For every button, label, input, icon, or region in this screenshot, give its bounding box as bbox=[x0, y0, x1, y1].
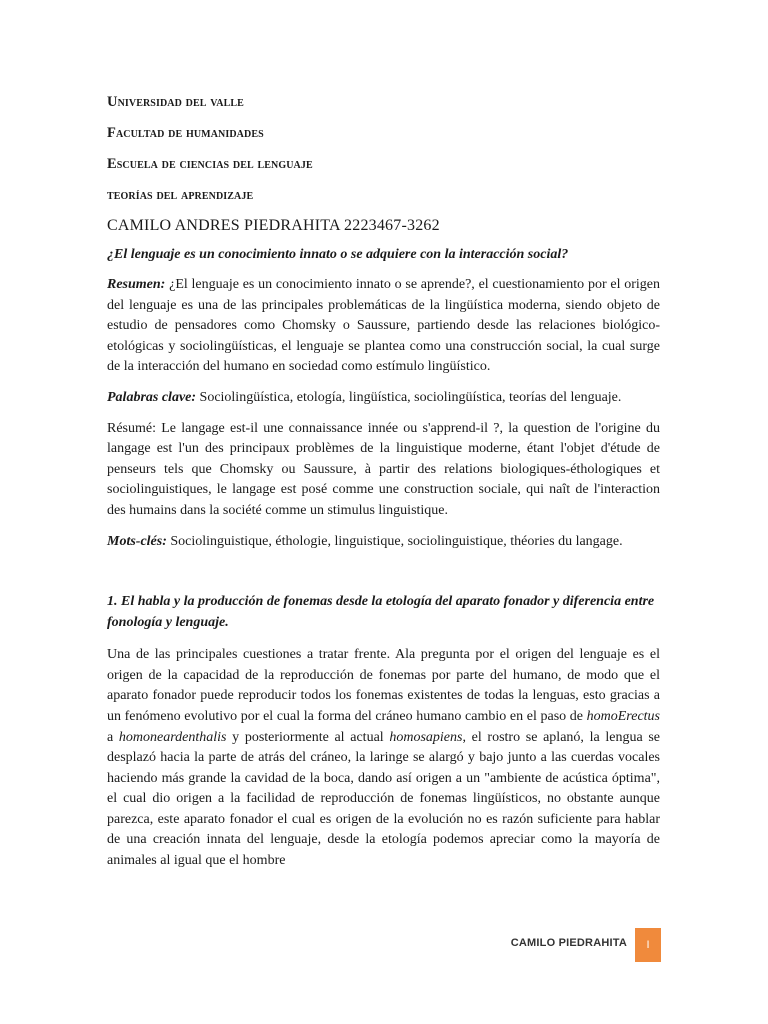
page-footer bbox=[0, 928, 768, 962]
document-body bbox=[107, 92, 660, 872]
faculty-name: Facultad de humanidades bbox=[107, 125, 264, 141]
section-1-text-part-1: Una de las principales cuestiones a tratar frente. Ala pregunta por el origen del lenguaje es el origen de la capacidad de la reproducción de fonemas por parte del humano, de modo que el aparato fonador puede reproducir todos los fonemas existentes de todas la lenguas, esto gracias a un fenómeno evolutivo por el cual la forma del cráneo humano cambio en el paso de bbox=[107, 647, 660, 724]
resume-fr-paragraph: Résumé: Le langage est-il une connaissance innée ou s'apprend-il ?, la question de l'origine du langage est l'un des principaux problèmes de la linguistique moderne, étant l'objet d'étude de penseurs tels que Chomsky ou Saussure, à partir des relations biologiques-éthologiques et sociolinguistiques, le langage est posé comme une construction sociale, qui naît de l'interaction des humains dans la société comme un stimulus linguistique. bbox=[107, 420, 660, 518]
palabras-clave-paragraph bbox=[107, 388, 660, 409]
term-homo-erectus: homoErectus bbox=[586, 708, 660, 724]
palabras-clave-label: Palabras clave: bbox=[107, 389, 197, 405]
university-name: Universidad del valle bbox=[107, 94, 244, 110]
section-1-text-part-2: a bbox=[107, 729, 119, 745]
section-1-paragraph bbox=[107, 645, 660, 872]
resumen-label: Resumen: bbox=[107, 277, 166, 292]
page-number-badge: I bbox=[635, 928, 661, 962]
author-line: CAMILO ANDRES PIEDRAHITA 2223467-3262 bbox=[107, 217, 440, 234]
mots-cles-paragraph bbox=[107, 532, 660, 553]
palabras-clave-text: Sociolingüística, etología, lingüística, sociolingüística, teorías del lenguaje. bbox=[196, 389, 622, 405]
term-homo-sapiens: homosapiens bbox=[389, 729, 463, 745]
footer-author-name: CAMILO PIEDRAHITA bbox=[510, 937, 627, 949]
term-homo-neardenthalis: homoneardenthalis bbox=[118, 729, 227, 745]
school-name: Escuela de ciencias del lenguaje bbox=[107, 156, 313, 172]
course-name: teorías del aprendizaje bbox=[107, 187, 254, 203]
section-1-text-part-3: y posteriormente al actual bbox=[226, 729, 390, 745]
mots-cles-label: Mots-clés: bbox=[107, 533, 167, 549]
section-1-title: 1. El habla y la producción de fonemas desde la etología del aparato fonador y diferencia entre fonología y lenguaje. bbox=[107, 594, 655, 630]
research-question: ¿El lenguaje es un conocimiento innato o se adquiere con la interacción social? bbox=[107, 247, 569, 262]
mots-cles-text: Sociolinguistique, éthologie, linguistique, sociolinguistique, théories du langage. bbox=[166, 533, 623, 549]
resumen-text: ¿El lenguaje es un conocimiento innato o se aprende?, el cuestionamiento por el origen del lenguaje es una de las principales problemáticas de la lingüística moderna, siendo objeto de estudio de pensadores como Chomsky o Saussure, partiendo desde las relaciones biológico-etológicas y sociolingüísticas, el lenguaje se plantea como una construcción social, la cual surge de la interacción del humano en sociedad como estímulo lingüístico. bbox=[107, 277, 660, 375]
section-1-text-part-4: , el rostro se aplanó, la lengua se desplazó hacia la parte de atrás del cráneo, la laringe se alargó y bajo junto a las cuerdas vocales haciendo más grande la cavidad de la boca, dando así origen a un "ambiente de acústica óptima", el cual dio origen a la facilidad de reproducción de fonemas lingüísticos, no obstante aunque parezca, este aparato fonador el cual es origen de la evolución no es razón suficiente para hablar de una creación innata del lenguaje, desde la etología podemos apreciar como la mayoría de animales al igual que el hombre bbox=[107, 729, 660, 869]
resumen-paragraph bbox=[107, 275, 660, 378]
